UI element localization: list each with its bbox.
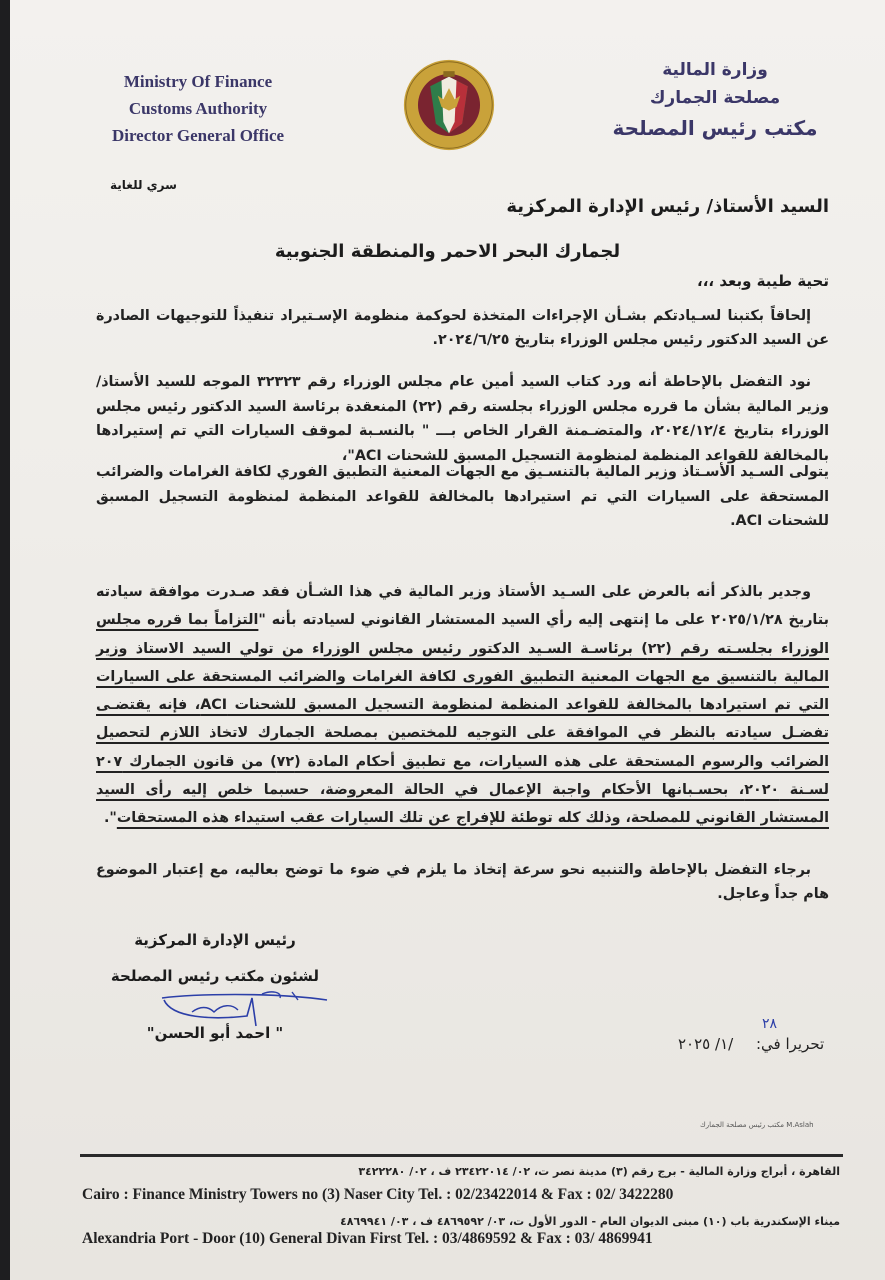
footer-divider — [80, 1154, 843, 1157]
ministry-name-en: Ministry Of Finance — [123, 72, 273, 91]
letter-date — [678, 1035, 824, 1053]
footer-alexandria-address-en: Alexandria Port - Door (10) General Divan First Tel. : 03/4869592 & Fax : 03/ 4869941 — [82, 1230, 653, 1247]
signatory-title-2: لشئون مكتب رئيس المصلحة — [110, 967, 320, 985]
footer-cairo-address-ar: القاهرة ، أبراج وزارة المالية - برج رقم (٣) مدينة نصر ت، ٠٢/ ٢٣٤٢٢٠١٤ ف ، ٠٢/ ٣٤٢٢٢٨٠ — [358, 1165, 840, 1178]
letter-page — [10, 0, 885, 1280]
paragraph-3: يتولى السـيد الأسـتاذ وزير المالية بالتنسـيق مع الجهات المعنية التطبيق الفوري لكافة الغرامات والضرائب المستحقة على السيارات التي تم استيرادها بالمخالفة للقواعد المنظمة لمنظومة التسجيل المسبق للشحنات ACI. — [96, 464, 829, 529]
handwritten-signature-icon — [152, 990, 332, 1030]
paragraph-5: برجاء التفضل بالإحاطة والتنبيه نحو سرعة إتخاذ ما يلزم في ضوء ما توضح بعاليه، مع إعتبار الموضوع هام جداً وعاجل. — [96, 862, 829, 902]
footer-cairo-address-en: Cairo : Finance Ministry Towers no (3) Naser City Tel. : 02/23422014 & Fax : 02/ 3422280 — [82, 1186, 674, 1203]
office-name-en: Director General Office — [111, 126, 285, 145]
ministry-name-ar: وزارة المالية — [662, 60, 768, 80]
signatory-title-1: رئيس الإدارة المركزية — [134, 931, 296, 949]
date-value: /١/ ٢٠٢٥ — [678, 1035, 734, 1053]
signatory-name: " احمد أبو الحسن" — [146, 1024, 284, 1042]
footer-alexandria-address-ar: ميناء الإسكندرية باب (١٠) مبنى الديوان العام - الدور الأول ت، ٠٣/ ٤٨٦٩٥٩٢ ف ، ٠٣/ ٤٨٦٩٩٤١ — [340, 1215, 840, 1228]
classification-label: سري للغاية — [110, 178, 177, 192]
authority-name-en: Customs Authority — [128, 99, 268, 118]
reference-mark: M.Aslah مكتب رئيس مصلحة الجمارك — [700, 1121, 814, 1129]
handwritten-day: ٢٨ — [762, 1016, 778, 1032]
greeting: تحية طيبة وبعد ،،، — [697, 272, 829, 290]
authority-name-ar: مصلحة الجمارك — [649, 88, 781, 108]
paragraph-2: نود التفضل بالإحاطة أنه ورد كتاب السيد أمين عام مجلس الوزراء رقم ٣٢٣٢٣ الموجه للسيد الأستاذ/ وزير المالية بشأن ما قرره مجلس الوزراء بجلسته رقم (٢٢) المنعقدة برئاسة السيد الدكتور رئيس مجلس الوزراء بتاريخ ٢٠٢٤/١٢/٤، والمتضـمنة القرار الخاص بـــ " بالنسـبة لموقف السيارات التي تم إستيرادها بالمخالفة للقواعد المنظمة لمنظومة التسجيل المسبق للشحنات ACI"، — [96, 374, 829, 464]
arabic-letterhead — [585, 56, 845, 144]
paragraph-4-end: ". — [103, 810, 117, 827]
addressee-line-1: السيد الأستاذ/ رئيس الإدارة المركزية — [506, 196, 829, 217]
customs-seal-logo — [402, 58, 496, 152]
paragraph-1: إلحاقاً بكتبنا لسـيادتكم بشـأن الإجراءات المتخذة لحوكمة منظومة الإسـتيراد تنفيذاً للتوجيهات الصادرة عن السيد الدكتور رئيس مجلس الوزراء بتاريخ ٢٠٢٤/٦/٢٥. — [96, 308, 829, 348]
english-letterhead — [88, 68, 308, 149]
paragraph-4 — [96, 578, 829, 833]
paragraph-4-intro: وجدير بالذكر أنه بالعرض على السـيد الأستاذ وزير المالية في هذا الشـأن فقد صـدرت موافقة سيادته بتاريخ ٢٠٢٥/١/٢٨ على ما إنتهى إليه رأي السيد المستشار القانوني لسيادته بأنه " — [96, 584, 830, 629]
addressee-line-2: لجمارك البحر الاحمر والمنطقة الجنوبية — [274, 241, 621, 262]
date-label: تحريرا في: — [755, 1035, 825, 1053]
office-name-ar: مكتب رئيس المصلحة — [612, 116, 818, 140]
paragraph-4-quoted-decision: التزاماً بما قرره مجلس الوزراء بجلسـته رقم (٢٢) برئاسـة السـيد الدكتور رئيس مجلس الوزراء من تولي السيد الاستاذ وزير المالية بالتنسيق مع الجهات المعنية التطبيق الفورى لكافة الغرامات والضرائب المستحقة على السيارات التي تم استيرادها بالمخالفة للقواعد المنظمة لمنظومة التسجيل المسبق للشحنات ACI، فإنه يقتضـى تفضـل سيادته بالنظر في الموافقة على التوجيه للمختصين بمصلحة الجمارك لاتخاذ اللازم لتحصيل الضرائب والرسوم المستحقة على هذه السيارات، مع تطبيق أحكام المادة (٧٢) من قانون الجمارك ٢٠٧ لسـنة ٢٠٢٠، بحسـبانها الأحكام واجبة الإعمال في الحالة المعروضة، حسبما خلص إليه رأى السيد المستشار القانوني للمصلحة، وذلك كله توطئة للإفراج عن تلك السيارات عقب استيداء هذه المستحقات — [96, 612, 830, 827]
